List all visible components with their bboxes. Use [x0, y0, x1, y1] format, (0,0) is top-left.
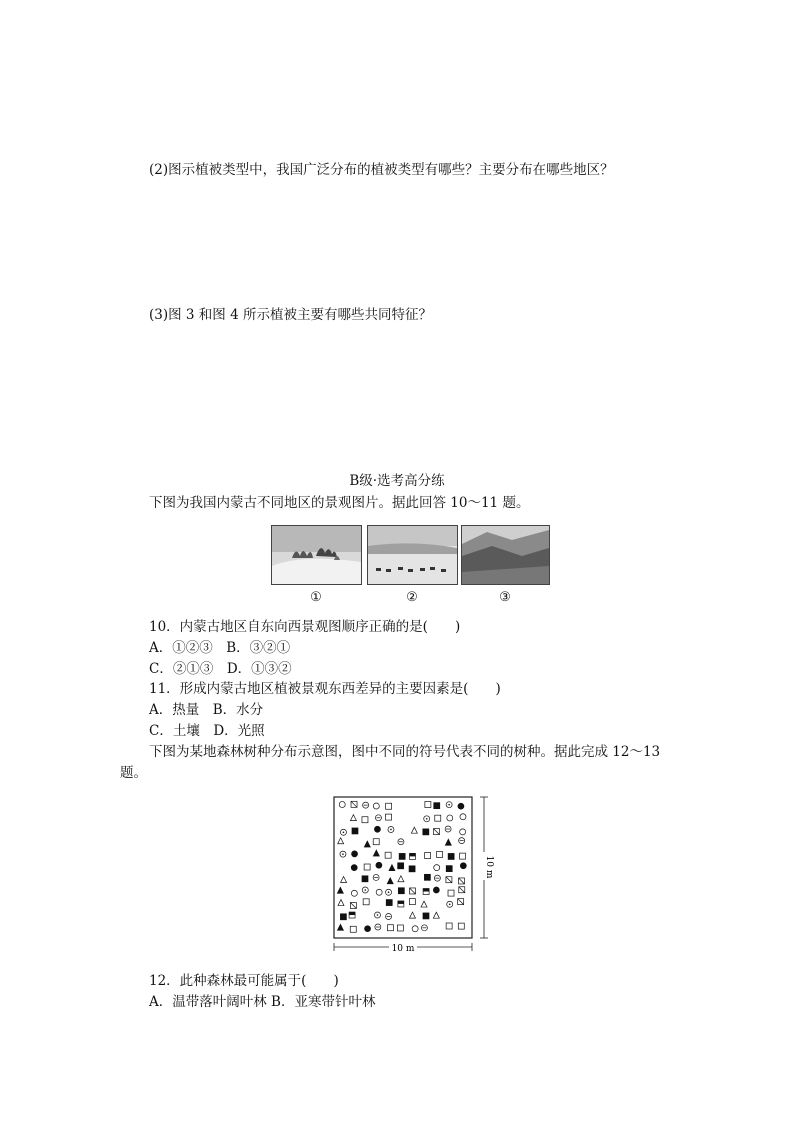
- species-sq-fill: [362, 876, 368, 882]
- species-circ-open: [373, 803, 379, 809]
- species-sq-open: [397, 925, 403, 931]
- landscape-photo-1: [271, 525, 362, 585]
- species-circ-dot: [447, 901, 453, 907]
- species-sq-open: [362, 817, 368, 823]
- species-circ-minus: [386, 914, 392, 920]
- species-circ-dot: [340, 851, 346, 857]
- landscape-photo-2: [367, 525, 458, 585]
- species-circ-dot: [446, 802, 452, 808]
- species-open-triangle: [421, 901, 427, 907]
- species-sq-slash: [351, 801, 357, 807]
- species-sq-half: [423, 889, 429, 895]
- species-circ-dot: [424, 816, 430, 822]
- species-sq-open: [409, 899, 415, 905]
- diagram-height-label: 10 m: [484, 855, 494, 879]
- species-circ-dot: [374, 912, 380, 918]
- species-filled-triangle: [337, 887, 343, 893]
- species-sq-slash: [434, 829, 440, 835]
- species-circ-open: [339, 801, 345, 807]
- species-open-triangle: [350, 815, 356, 821]
- species-circ-fill: [365, 926, 371, 932]
- question-11: 11．形成内蒙古地区植被景观东西差异的主要因素是( ): [149, 681, 501, 697]
- species-sq-open: [448, 890, 454, 896]
- forest-species-diagram: [326, 792, 496, 954]
- species-sq-fill: [352, 828, 358, 834]
- question-10: 10．内蒙古地区自东向西景观图顺序正确的是( ): [149, 619, 461, 635]
- intro-12-13: 下图为某地森林树种分布示意图，图中不同的符号代表不同的树种。据此完成 12～13: [149, 744, 661, 760]
- species-sq-fill: [448, 853, 454, 859]
- intro-12-13-cont: 题。: [120, 765, 147, 781]
- species-sq-fill: [398, 863, 404, 869]
- species-filled-triangle: [364, 841, 370, 847]
- species-open-triangle: [338, 838, 344, 844]
- photo-label-3: ③: [499, 590, 511, 605]
- species-circ-minus: [459, 838, 465, 844]
- species-sq-open: [460, 853, 466, 859]
- species-sq-open: [363, 899, 369, 905]
- species-sq-open: [364, 864, 370, 870]
- species-circ-dot: [388, 826, 394, 832]
- intro-10-11: 下图为我国内蒙古不同地区的景观图片。据此回答 10～11 题。: [149, 495, 530, 511]
- species-circ-fill: [351, 865, 357, 871]
- species-sq-fill: [409, 866, 415, 872]
- diagram-width-label: 10 m: [391, 944, 415, 954]
- photo-label-1: ①: [310, 590, 322, 605]
- species-sq-fill: [434, 803, 440, 809]
- question-11-options-cd: C．土壤 D．光照: [149, 723, 265, 739]
- species-circ-fill: [376, 862, 382, 868]
- species-sq-half: [409, 853, 415, 859]
- question-2: (2)图示植被类型中，我国广泛分布的植被类型有哪些？主要分布在哪些地区？: [149, 162, 614, 178]
- species-sq-slash: [350, 903, 356, 909]
- species-circ-minus: [375, 815, 381, 821]
- species-circ-minus: [373, 874, 379, 880]
- species-sq-open: [387, 925, 393, 931]
- species-circ-open: [447, 815, 453, 821]
- species-filled-triangle: [373, 850, 379, 856]
- species-circ-open: [376, 889, 382, 895]
- species-circ-minus: [445, 826, 451, 832]
- question-12: 12．此种森林最可能属于( ): [149, 973, 339, 989]
- question-12-options-ab: A．温带落叶阔叶林 B．亚寒带针叶林: [149, 994, 376, 1010]
- species-circ-open: [460, 814, 466, 820]
- species-open-triangle: [409, 912, 415, 918]
- species-sq-fill: [398, 888, 404, 894]
- species-open-triangle: [338, 900, 344, 906]
- species-filled-triangle: [389, 865, 395, 871]
- species-sq-open: [425, 853, 431, 859]
- species-sq-open: [385, 852, 391, 858]
- species-sq-open: [435, 815, 441, 821]
- species-sq-open: [425, 801, 431, 807]
- species-circ-minus: [398, 839, 404, 845]
- species-sq-open: [458, 923, 464, 929]
- species-sq-open: [386, 814, 392, 820]
- species-circ-fill: [433, 887, 439, 893]
- species-sq-slash: [459, 887, 465, 893]
- species-sq-half: [398, 901, 404, 907]
- species-circ-minus: [375, 924, 381, 930]
- tree-species-symbols: [337, 801, 466, 932]
- species-sq-half: [349, 912, 355, 918]
- species-sq-fill: [424, 874, 430, 880]
- question-10-options-ab: A．①②③ B．③②①: [149, 640, 291, 656]
- species-sq-slash: [409, 888, 415, 894]
- species-open-triangle: [341, 876, 347, 882]
- species-circ-dot: [362, 887, 368, 893]
- question-3: (3)图 3 和图 4 所示植被主要有哪些共同特征？: [149, 307, 432, 323]
- species-sq-open: [437, 851, 443, 857]
- species-sq-open: [373, 839, 379, 845]
- section-title: B级·选考高分练: [349, 473, 445, 489]
- species-circ-dot: [386, 889, 392, 895]
- landscape-photo-3: [461, 525, 550, 585]
- species-sq-fill: [386, 900, 392, 906]
- question-11-options-ab: A．热量 B．水分: [149, 702, 264, 718]
- species-circ-open: [434, 865, 440, 871]
- species-circ-minus: [434, 875, 440, 881]
- question-10-options-cd: C．②①③ D．①③②: [149, 661, 292, 677]
- species-circ-open: [412, 926, 418, 932]
- photo-label-2: ②: [406, 590, 418, 605]
- species-sq-fill: [446, 866, 452, 872]
- species-sq-fill: [423, 913, 429, 919]
- species-circ-dot: [340, 829, 346, 835]
- species-sq-fill: [340, 914, 346, 920]
- species-circ-open: [460, 829, 466, 835]
- species-sq-slash: [459, 878, 465, 884]
- species-circ-open: [351, 890, 357, 896]
- species-sq-fill: [399, 853, 405, 859]
- species-sq-open: [350, 926, 356, 932]
- species-circ-fill: [458, 803, 464, 809]
- species-sq-open: [386, 803, 392, 809]
- species-open-triangle: [411, 827, 417, 833]
- species-circ-fill: [374, 826, 380, 832]
- species-sq-open: [446, 923, 452, 929]
- species-circ-fill: [352, 851, 358, 857]
- species-sq-slash: [446, 877, 452, 883]
- species-filled-triangle: [337, 924, 343, 930]
- species-open-triangle: [398, 876, 404, 882]
- species-sq-fill: [423, 829, 429, 835]
- species-circ-minus: [363, 802, 369, 808]
- species-filled-triangle: [445, 839, 451, 845]
- species-filled-triangle: [387, 878, 393, 884]
- species-open-triangle: [433, 912, 439, 918]
- species-circ-fill: [460, 863, 466, 869]
- species-sq-slash: [458, 899, 464, 905]
- species-circ-minus: [421, 925, 427, 931]
